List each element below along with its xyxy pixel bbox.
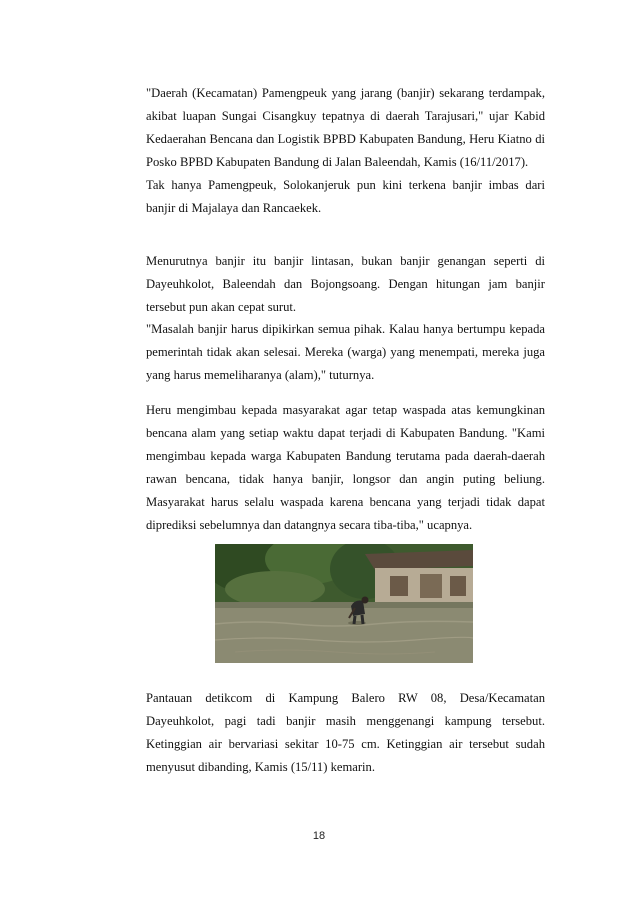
paragraph-quote-pamengpeuk [146, 82, 545, 220]
flood-photo [215, 544, 473, 663]
paragraph-2: Tak hanya Pamengpeuk, Solokanjeruk pun kini terkena banjir imbas dari banjir di Majalaya dan Rancaekek. [146, 178, 545, 215]
paragraph-quote-semua-pihak [146, 318, 545, 387]
paragraph-3: Menurutnya banjir itu banjir lintasan, bukan banjir genangan seperti di Dayeuhkolot, Baleendah dan Bojongsoang. Dengan hitungan jam banjir tersebut pun akan cepat surut. [146, 254, 545, 314]
paragraph-5: Heru mengimbau kepada masyarakat agar tetap waspada atas kemungkinan bencana alam yang setiap waktu dapat terjadi di Kabupaten Bandung. "Kami mengimbau kepada warga Kabupaten Bandung terutama pada daerah-daerah rawan bencana, tidak hanya banjir, longsor dan angin puting beliung. Masyarakat harus selalu waspada karena bencana yang terjadi tidak dapat diprediksi sebelumnya dan datangnya secara tiba-tiba," ucapnya. [146, 403, 545, 532]
paragraph-1: "Daerah (Kecamatan) Pamengpeuk yang jarang (banjir) sekarang terdampak, akibat luapan Sungai Cisangkuy tepatnya di daerah Tarajusari," ujar Kabid Kedaerahan Bencana dan Logistik BPBD Kabupaten Bandung, Heru Kiatno di Posko BPBD Kabupaten Bandung di Jalan Baleendah, Kamis (16/11/2017). [146, 86, 545, 169]
paragraph-pantauan [146, 687, 545, 779]
page-number: 18 [312, 830, 326, 842]
paragraph-4: "Masalah banjir harus dipikirkan semua pihak. Kalau hanya bertumpu kepada pemerintah tidak akan selesai. Mereka (warga) yang menempati, mereka juga yang harus memeliharanya (alam)," tuturnya. [146, 322, 545, 382]
paragraph-banjir-lintasan [146, 250, 545, 319]
flood-photo-illustration [215, 544, 473, 663]
paragraph-imbauan [146, 399, 545, 537]
paragraph-6: Pantauan detikcom di Kampung Balero RW 08, Desa/Kecamatan Dayeuhkolot, pagi tadi banjir masih menggenangi kampung tersebut. Ketinggian air bervariasi sekitar 10-75 cm. Ketinggian air tersebut sudah menyusut dibanding, Kamis (15/11) kemarin. [146, 691, 545, 774]
